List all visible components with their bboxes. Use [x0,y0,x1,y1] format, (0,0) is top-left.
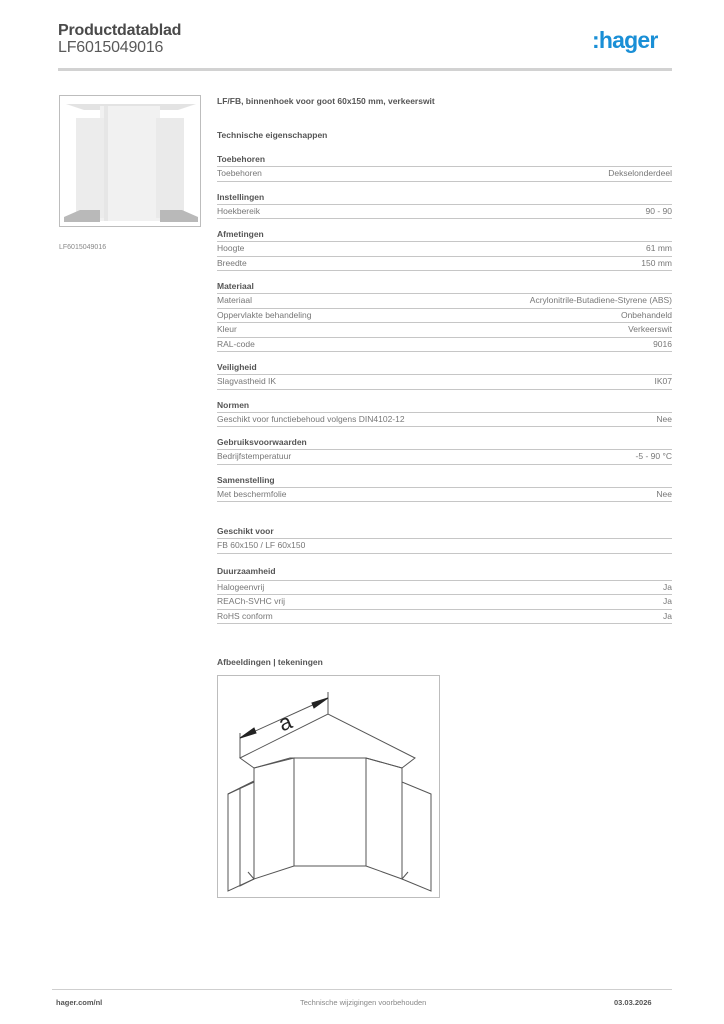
group-heading: Gebruiksvoorwaarden [217,436,672,450]
group-normen [217,399,672,428]
property-row [217,488,672,503]
group-instellingen [217,191,672,220]
property-row [217,242,672,257]
group-heading: Geschikt voor [217,525,672,539]
drawings-heading: Afbeeldingen | tekeningen [217,657,323,667]
property-label: Halogeenvrij [217,581,265,592]
group-heading: Normen [217,399,672,413]
property-label: RoHS conform [217,610,273,621]
property-row [217,323,672,338]
property-row [217,167,672,182]
hager-logo: :hager [592,27,658,53]
property-label: Kleur [217,324,237,334]
group-samenstelling [217,474,672,503]
technical-properties-heading: Technische eigenschappen [217,130,328,140]
property-value: Ja [663,596,672,606]
property-label: Hoogte [217,243,245,253]
group-veiligheid [217,361,672,390]
product-photo-icon [60,96,201,227]
property-value: IK07 [654,376,672,386]
property-value: Nee [656,413,672,424]
svg-text:a: a [274,708,296,737]
group-heading: Toebehoren [217,153,672,167]
footer-disclaimer: Technische wijzigingen voorbehouden [300,998,427,1007]
property-value: 150 mm [641,257,672,268]
property-row [217,338,672,353]
footer-website-link[interactable]: hager.com/nl [56,998,103,1007]
property-label: REACh-SVHC vrij [217,596,286,606]
property-label: Geschikt voor functiebehoud volgens DIN4102-12 [217,413,405,424]
property-value: Dekselonderdeel [608,168,672,178]
product-image-caption: LF6015049016 [59,244,107,251]
technical-drawing [217,675,440,898]
property-row [217,375,672,390]
property-label: Bedrijfstemperatuur [217,451,292,461]
group-gebruiksvoorwaarden [217,436,672,465]
footer-divider [52,989,672,990]
property-label: Materiaal [217,295,252,305]
property-label: Slagvastheid IK [217,376,277,386]
group-heading: Samenstelling [217,474,672,488]
property-row [217,413,672,428]
property-label: Oppervlakte behandeling [217,309,312,320]
property-value: Onbehandeld [620,309,672,320]
property-value: Ja [663,581,672,592]
property-row [217,309,672,324]
property-label: Toebehoren [217,168,262,178]
group-heading: Instellingen [217,191,672,205]
group-toebehoren [217,153,672,182]
property-row [217,294,672,309]
page-title: Productdatablad [58,22,182,39]
property-value: Acrylonitrile-Butadiene-Styrene (ABS) [529,295,672,305]
property-label: Met beschermfolie [217,488,287,499]
property-label: Hoekbereik [217,205,260,216]
group-heading: Duurzaamheid [217,565,672,581]
technical-drawing-icon [218,676,441,899]
group-duurzaamheid [217,565,672,625]
property-row [217,257,672,272]
property-row [217,205,672,220]
property-value: 90 - 90 [645,205,672,216]
property-label: RAL-code [217,338,255,349]
group-heading: Afmetingen [217,228,672,242]
product-photo [59,95,201,227]
property-value: 61 mm [646,243,672,253]
property-value: -5 - 90 °C [635,451,672,461]
property-value: Nee [656,488,672,499]
property-row [217,450,672,465]
property-row [217,581,672,596]
footer-date: 03.03.2026 [614,998,652,1007]
header-divider [58,68,672,71]
group-afmetingen [217,228,672,271]
property-row [217,539,672,554]
product-details [217,96,672,633]
group-geschikt-voor [217,525,672,554]
property-label: Breedte [217,257,247,268]
property-value: 9016 [653,338,672,349]
product-description: LF/FB, binnenhoek voor goot 60x150 mm, verkeerswit [217,96,435,106]
property-value: Ja [663,610,672,621]
article-number: LF6015049016 [58,39,164,56]
property-row [217,610,672,625]
property-label: FB 60x150 / LF 60x150 [217,540,306,550]
group-heading: Veiligheid [217,361,672,375]
group-heading: Materiaal [217,280,672,294]
property-row [217,595,672,610]
group-materiaal [217,280,672,352]
property-value: Verkeerswit [628,324,672,334]
